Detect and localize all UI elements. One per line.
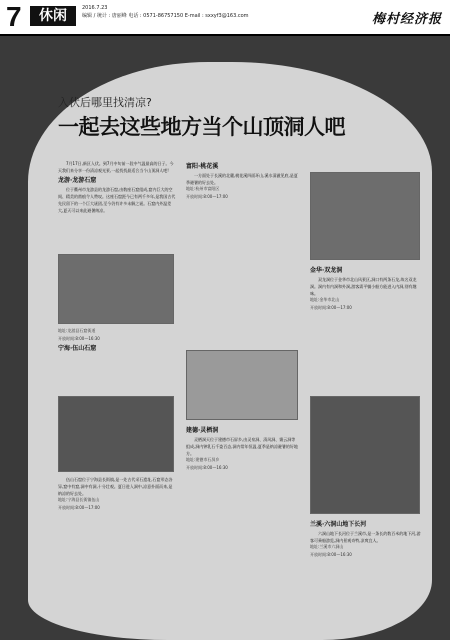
article-column-3b bbox=[310, 518, 422, 628]
section-address: 地址:兰溪市六洞山 bbox=[310, 544, 344, 549]
section-body: 位于衢州市龙游县的龙游石窟,由数座石窟组成,窟内巨大的空间、精美的凿痕令人赞叹。这座石窟距今已有两千多年,是我国古代先民留下的一个巨大谜团,至今仍有许多未解之谜。石窟内外温差大,夏天可以来此避暑纳凉。 bbox=[58, 187, 176, 213]
section-body: 六洞山地下长河位于兰溪市,是一条长约数百米的地下河,游客可乘船游览,洞内景观奇特,凉爽宜人。 bbox=[310, 531, 421, 543]
section-body: 一方面处于长溪的北麓,桃花溪四面环山,溪水清澈见底,是夏季避暑的好去处。 bbox=[186, 173, 298, 185]
page-number: 7 bbox=[6, 1, 22, 32]
photo-liudongshan-river bbox=[310, 396, 420, 514]
section-address: 地址:龙游县石窟街道 bbox=[58, 328, 96, 333]
newspaper-masthead: 梅村经济报 bbox=[371, 12, 442, 27]
section-body: 伍山石窟位于宁海县长街镇,是一处古代采石遗址,石窟形态各异,窟中有窟,洞中有洞,十分壮观。夏日进入洞中,凉意扑面而来,是纳凉的好去处。 bbox=[58, 477, 173, 496]
feature-page bbox=[0, 36, 450, 640]
section-heading: 兰溪·六洞山地下长河 bbox=[310, 521, 367, 528]
headline-block bbox=[58, 96, 348, 160]
section-address: 地址:宁海县长街镇伍山 bbox=[58, 497, 100, 502]
photo-shuanglong-cave bbox=[310, 172, 420, 260]
section-hours: 开放时间:8:00—16:30 bbox=[310, 552, 352, 557]
article-column-2b bbox=[186, 424, 298, 614]
section-address: 地址:建德市石屏乡 bbox=[186, 457, 220, 462]
intro-paragraph: 7月17日,新区入伏。到7月中旬前一段中气温最高的日子。今天我们来分享一份清凉观光景,一起找找最适合当个山顶洞人吧! bbox=[58, 161, 174, 173]
photo-longyou-grottoes bbox=[58, 254, 174, 324]
article-column-1c bbox=[58, 476, 176, 596]
section-heading: 宁海·伍山石窟 bbox=[58, 345, 97, 352]
section-heading: 富阳·桃花溪 bbox=[186, 163, 219, 170]
section-hours: 开放时间:8:00—17:00 bbox=[58, 505, 100, 510]
section-heading: 金华·双龙洞 bbox=[310, 267, 343, 274]
page-header bbox=[0, 0, 450, 36]
section-body: 灵栖洞天位于建德市石屏乡,由灵泉洞、清风洞、霭云洞等组成,洞内钟乳石千姿百态,洞内常年恒温,夏季是纳凉避暑的好地方。 bbox=[186, 437, 298, 456]
article-column-2 bbox=[186, 160, 298, 252]
section-hours: 开放时间:8:00—16:30 bbox=[58, 336, 100, 341]
editor-line: 编辑 / 统计 : 唐丽峰 电话 : 0571-86757150 E-mail : sxxyf3@163.com bbox=[82, 13, 249, 19]
section-hours: 开放时间:8:00—17:00 bbox=[186, 194, 228, 199]
headline-kicker: 入伏后哪里找清凉? bbox=[58, 96, 152, 109]
section-address: 地址:金华市北山 bbox=[310, 297, 340, 302]
section-heading: 龙游·龙游石窟 bbox=[58, 177, 97, 184]
article-column-3 bbox=[310, 264, 422, 384]
photo-taohua-stream bbox=[186, 350, 298, 420]
section-label: 休闲 bbox=[30, 6, 76, 26]
article-column-1b bbox=[58, 328, 176, 398]
issue-meta bbox=[82, 4, 249, 20]
section-body: 双龙洞位于金华市北山风景区,洞口有两条石龙,故名双龙洞。洞内有内洞和外洞,游客需平躺小船方能进入内洞,别有趣味。 bbox=[310, 277, 417, 296]
section-hours: 开放时间:8:00—17:00 bbox=[310, 305, 352, 310]
headline-title: 一起去这些地方当个山顶洞人吧 bbox=[58, 115, 345, 139]
section-hours: 开放时间:8:00—16:30 bbox=[186, 465, 228, 470]
photo-wushan-grottoes bbox=[58, 396, 174, 472]
section-address: 地址:杭州市富阳区 bbox=[186, 186, 220, 191]
section-heading: 建德·灵栖洞 bbox=[186, 427, 219, 434]
issue-date: 2016.7.23 bbox=[82, 5, 108, 11]
